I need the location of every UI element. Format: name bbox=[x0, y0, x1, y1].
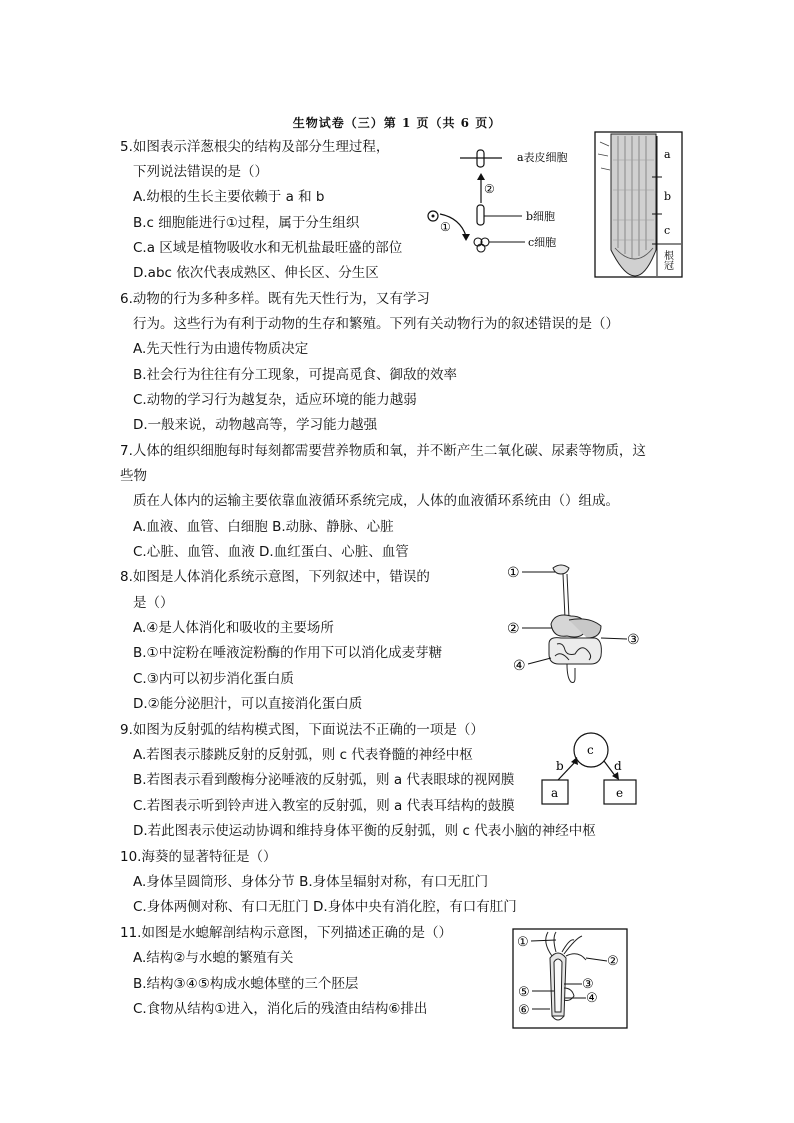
q9-reflex-arc-figure bbox=[536, 730, 646, 812]
digestive-tract-drawing bbox=[549, 565, 601, 683]
cell-b-shape bbox=[477, 205, 484, 225]
q8-label-1: ① bbox=[507, 565, 520, 581]
q10-options-line2: C.身体两侧对称、有口无肛门 D.身体中央有消化腔，有口有肛门 bbox=[133, 899, 517, 915]
q7-stem-line1: 7.人体的组织细胞每时每刻都需要营养物质和氧，并不断产生二氧化碳、尿素等物质，这 bbox=[120, 443, 646, 459]
q9-option-a: A.若图表示膝跳反射的反射弧，则 c 代表脊髓的神经中枢 bbox=[133, 747, 473, 763]
zone-b-label: b bbox=[664, 190, 672, 203]
zone-c-label: c bbox=[664, 224, 671, 237]
cell-a-diagram bbox=[460, 150, 502, 167]
q8-option-c: C.③内可以初步消化蛋白质 bbox=[133, 671, 294, 687]
q6-stem-line2: 行为。这些行为有利于动物的生存和繁殖。下列有关动物行为的叙述错误的是（） bbox=[133, 316, 619, 332]
q6-option-a: A.先天性行为由遗传物质决定 bbox=[133, 341, 309, 357]
q8-label-2: ② bbox=[507, 621, 520, 637]
hydra-label-2: ② bbox=[607, 954, 619, 969]
q11-hydra-figure bbox=[512, 928, 629, 1030]
q9-option-d: D.若此图表示使运动协调和维持身体平衡的反射弧，则 c 代表小脑的神经中枢 bbox=[133, 823, 596, 839]
zone-a-label: a bbox=[664, 148, 671, 161]
step-2-label: ② bbox=[484, 182, 495, 196]
zone-cap-label: 根冠 bbox=[661, 250, 673, 270]
q5-stem-line1: 5.如图表示洋葱根尖的结构及部分生理过程， bbox=[120, 139, 390, 155]
q11-option-c: C.食物从结构①进入，消化后的残渣由结构⑥排出 bbox=[133, 1001, 428, 1017]
q7-options-line1: A.血液、血管、白细胞 B.动脉、静脉、心脏 bbox=[133, 519, 394, 535]
q6-option-b: B.社会行为往往有分工现象，可提高觅食、御敌的效率 bbox=[133, 367, 458, 383]
cell-b-label: b细胞 bbox=[526, 210, 556, 223]
cell-a-label: a表皮细胞 bbox=[517, 151, 568, 164]
hydra-drawing bbox=[546, 932, 586, 1020]
q8-digestive-system-figure bbox=[505, 560, 655, 690]
q5-root-tip-figure bbox=[422, 130, 684, 282]
q6-stem-line1: 6.动物的行为多种多样。既有先天性行为，又有学习 bbox=[120, 291, 430, 307]
q6-option-c: C.动物的学习行为越复杂，适应环境的能力越弱 bbox=[133, 392, 417, 408]
q10-stem: 10.海葵的显著特征是（） bbox=[120, 849, 277, 865]
q5-option-c: C.a 区域是植物吸收水和无机盐最旺盛的部位 bbox=[133, 240, 403, 256]
page-header: 生物试卷（三）第 1 页（共 6 页） bbox=[292, 116, 502, 130]
q8-stem-line1: 8.如图是人体消化系统示意图，下列叙述中，错误的 bbox=[120, 569, 430, 585]
q9-stem: 9.如图为反射弧的结构模式图，下面说法不正确的一项是（） bbox=[120, 722, 484, 738]
hydra-label-6: ⑥ bbox=[518, 1003, 530, 1018]
q8-option-a: A.④是人体消化和吸收的主要场所 bbox=[133, 620, 334, 636]
step-1-label: ① bbox=[440, 220, 451, 234]
q8-option-b: B.①中淀粉在唾液淀粉酶的作用下可以消化成麦芽糖 bbox=[133, 645, 443, 661]
cell-c-label: c细胞 bbox=[528, 236, 557, 249]
q8-label-3: ③ bbox=[627, 632, 640, 648]
q5-stem-line2: 下列说法错误的是（） bbox=[133, 164, 268, 180]
q8-option-d: D.②能分泌胆汁，可以直接消化蛋白质 bbox=[133, 696, 363, 712]
edge-b-label: b bbox=[556, 759, 564, 773]
hydra-label-3: ③ bbox=[582, 977, 594, 992]
q10-options-line1: A.身体呈圆筒形、身体分节 B.身体呈辐射对称，有口无肛门 bbox=[133, 874, 489, 890]
q11-stem: 11.如图是水螅解剖结构示意图，下列描述正确的是（） bbox=[120, 925, 452, 941]
hydra-label-4: ④ bbox=[586, 991, 598, 1006]
node-e-label: e bbox=[616, 786, 624, 800]
q7-stem-line2: 些物 bbox=[120, 468, 147, 484]
q8-stem-line2: 是（） bbox=[133, 595, 174, 611]
edge-d-label: d bbox=[614, 759, 622, 773]
q5-option-b: B.c 细胞能进行①过程，属于分生组织 bbox=[133, 215, 360, 231]
q5-option-a: A.幼根的生长主要依赖于 a 和 b bbox=[133, 189, 325, 205]
q8-label-4: ④ bbox=[513, 658, 526, 674]
q5-option-d: D.abc 依次代表成熟区、伸长区、分生区 bbox=[133, 265, 379, 281]
node-a-label: a bbox=[551, 786, 559, 800]
q11-option-b: B.结构③④⑤构成水螅体壁的三个胚层 bbox=[133, 976, 359, 992]
arrow-2-head bbox=[477, 173, 485, 180]
q9-option-c: C.若图表示听到铃声进入教室的反射弧，则 a 代表耳结构的鼓膜 bbox=[133, 798, 515, 814]
q11-option-a: A.结构②与水螅的繁殖有关 bbox=[133, 950, 294, 966]
q6-option-d: D.一般来说，动物越高等，学习能力越强 bbox=[133, 417, 378, 433]
hydra-label-5: ⑤ bbox=[518, 985, 530, 1000]
hydra-label-1: ① bbox=[517, 935, 529, 950]
q7-stem-line3: 质在人体内的运输主要依靠血液循环系统完成，人体的血液循环系统由（）组成。 bbox=[133, 493, 619, 509]
node-c-label: c bbox=[587, 743, 594, 757]
q7-options-line2: C.心脏、血管、血液 D.血红蛋白、心脏、血管 bbox=[133, 544, 409, 560]
q9-option-b: B.若图表示看到酸梅分泌唾液的反射弧，则 a 代表眼球的视网膜 bbox=[133, 772, 515, 788]
